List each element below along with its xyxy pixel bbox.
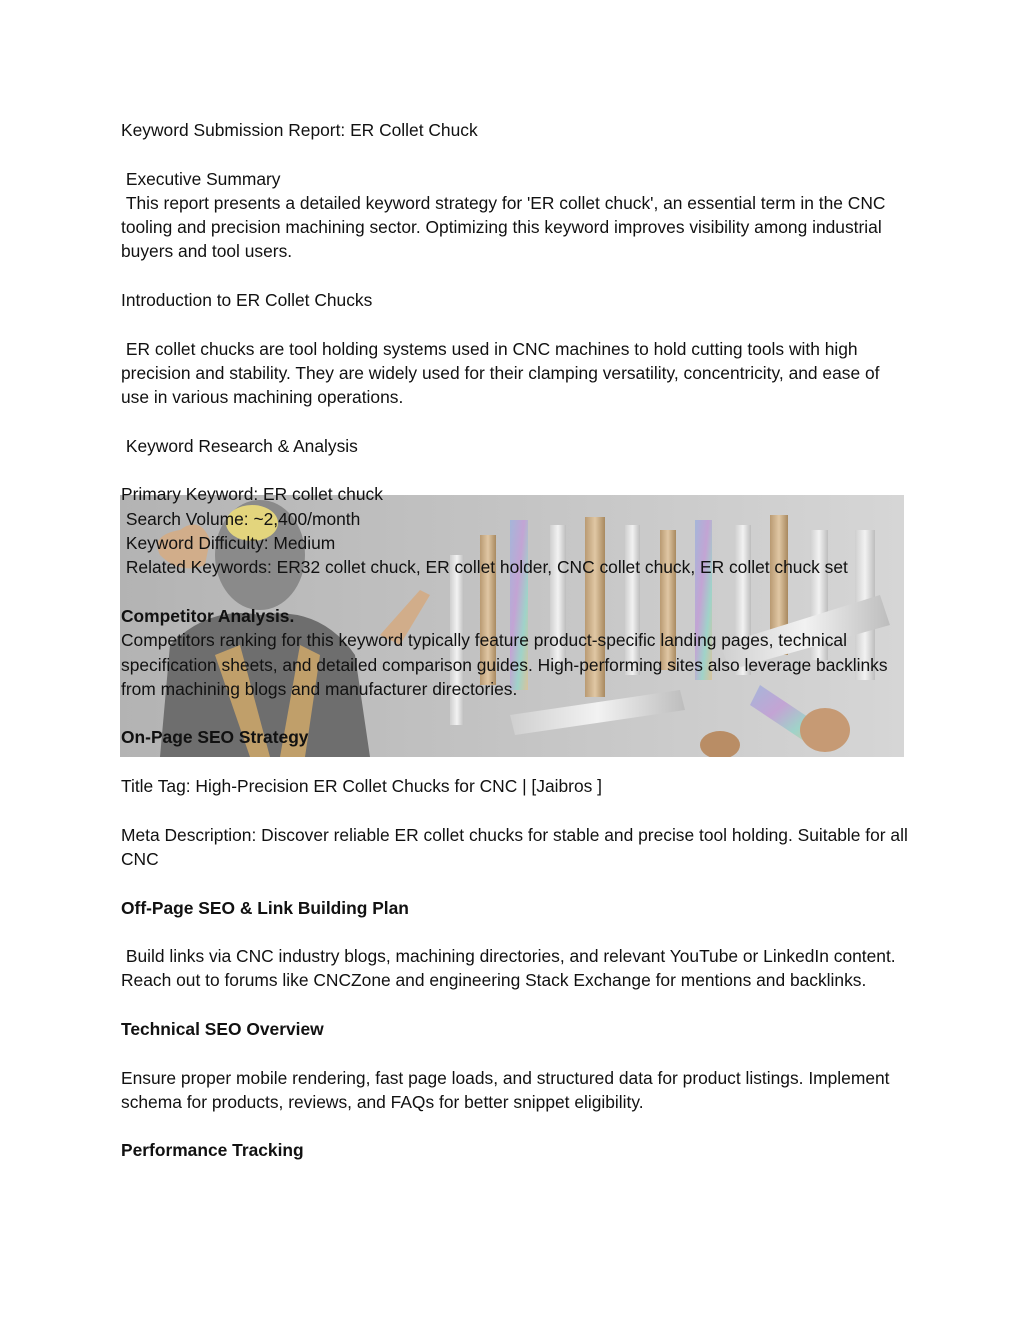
search-volume: Search Volume: ~2,400/month <box>121 508 361 529</box>
meta-description: Meta Description: Discover reliable ER collet chucks for stable and precise tool holding. Suitable for all CNC <box>121 824 913 869</box>
executive-summary-heading: Executive Summary <box>121 168 281 189</box>
technical-seo-text: Ensure proper mobile rendering, fast page loads, and structured data for product listings. Implement schema for products, reviews, and FAQs for better snippet eligibility. <box>121 1067 895 1112</box>
document-body <box>121 118 911 1163</box>
introduction-text: ER collet chucks are tool holding systems used in CNC machines to hold cutting tools with high precision and stability. They are widely used for their clamping versatility, concentricity, and ease of use in various machining operations. <box>121 338 885 408</box>
on-page-seo-heading: On-Page SEO Strategy <box>121 727 309 748</box>
primary-keyword: Primary Keyword: ER collet chuck <box>121 484 383 505</box>
keyword-difficulty: Keyword Difficulty: Medium <box>121 533 336 554</box>
competitor-analysis-heading: Competitor Analysis. <box>121 605 295 626</box>
title-tag: Title Tag: High-Precision ER Collet Chucks for CNC | [Jaibros ] <box>121 776 602 797</box>
technical-seo-heading: Technical SEO Overview <box>121 1018 324 1039</box>
introduction-heading: Introduction to ER Collet Chucks <box>121 290 373 311</box>
related-keywords: Related Keywords: ER32 collet chuck, ER collet holder, CNC collet chuck, ER collet chuck set <box>121 557 848 578</box>
off-page-seo-heading: Off-Page SEO & Link Building Plan <box>121 897 409 918</box>
performance-tracking-heading: Performance Tracking <box>121 1140 304 1161</box>
off-page-seo-text: Build links via CNC industry blogs, machining directories, and relevant YouTube or LinkedIn content. Reach out to forums like CNCZone and engineering Stack Exchange for mentions and backlinks. <box>121 946 901 991</box>
competitor-analysis-text: Competitors ranking for this keyword typically feature product-specific landing pages, technical specification sheets, and detailed comparison guides. High-performing sites also leverage backlinks from machining blogs and manufacturer directories. <box>121 630 893 699</box>
keyword-research-heading: Keyword Research & Analysis <box>121 435 358 456</box>
executive-summary-text: This report presents a detailed keyword strategy for 'ER collet chuck', an essential term in the CNC tooling and precision machining sector. Optimizing this keyword improves visibility among industrial buyers and tool users. <box>121 192 891 262</box>
document-title: Keyword Submission Report: ER Collet Chuck <box>121 120 478 140</box>
